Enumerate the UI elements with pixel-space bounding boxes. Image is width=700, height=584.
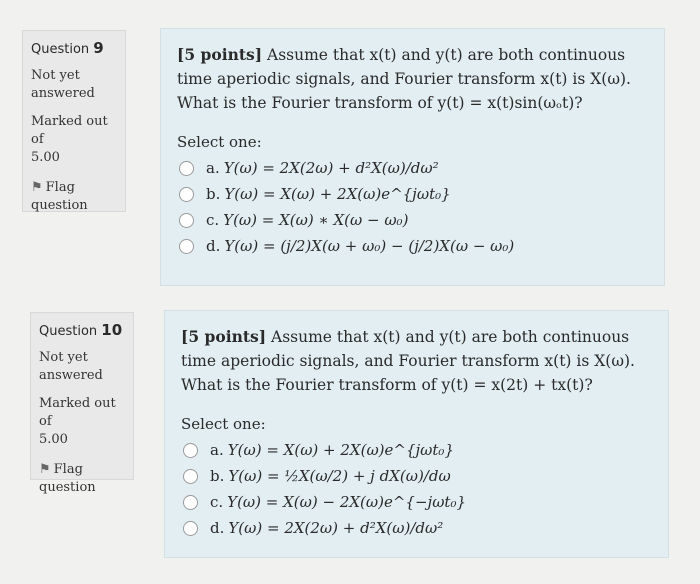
- question-text: [5 points] Assume that x(t) and y(t) are both continuous time aperiodic signals, and Fourier transform x(t) is X(ω). What is the Fourier transform of y(t) = x(t)sin(ωₒt)?: [177, 45, 631, 112]
- flag-question-button[interactable]: ⚑ Flag question: [39, 462, 96, 495]
- question-state: Not yet answered: [39, 350, 103, 383]
- radio-button[interactable]: [179, 161, 194, 176]
- answer-option-a[interactable]: a. Y(ω) = 2X(2ω) + d²X(ω)/dω²: [177, 155, 652, 181]
- question-info: [30, 312, 134, 495]
- flag-icon: ⚑: [39, 462, 51, 477]
- answer-option-c[interactable]: c. Y(ω) = X(ω) − 2X(ω)e^{−jωt₀}: [181, 489, 656, 515]
- question-formulation: [160, 28, 665, 286]
- question-state: Not yet answered: [31, 68, 95, 101]
- radio-button[interactable]: [179, 187, 194, 202]
- answer-option-a[interactable]: a. Y(ω) = X(ω) + 2X(ω)e^{jωt₀}: [181, 437, 656, 463]
- question-9: [0, 18, 700, 290]
- answer-option-b[interactable]: b. Y(ω) = ½X(ω/2) + j dX(ω)/dω: [181, 463, 656, 489]
- question-10: [0, 300, 700, 560]
- radio-button[interactable]: [183, 521, 198, 536]
- radio-button[interactable]: [179, 239, 194, 254]
- radio-button[interactable]: [183, 469, 198, 484]
- answer-option-d[interactable]: d. Y(ω) = 2X(2ω) + d²X(ω)/dω²: [181, 515, 656, 541]
- question-formulation: [164, 310, 669, 558]
- radio-button[interactable]: [183, 495, 198, 510]
- question-number: Question 9: [31, 39, 104, 57]
- question-text: [5 points] Assume that x(t) and y(t) are both continuous time aperiodic signals, and Fourier transform x(t) is X(ω). What is the Fourier transform of y(t) = x(2t) + tx(t)?: [181, 327, 635, 394]
- answer-option-b[interactable]: b. Y(ω) = X(ω) + 2X(ω)e^{jωt₀}: [177, 181, 652, 207]
- flag-question-button[interactable]: ⚑ Flag question: [31, 180, 88, 213]
- radio-button[interactable]: [183, 443, 198, 458]
- question-number: Question 10: [39, 321, 123, 339]
- select-one-prompt: Select one:: [181, 415, 266, 433]
- select-one-prompt: Select one:: [177, 133, 262, 151]
- question-mark: Marked out of 5.00: [31, 114, 108, 165]
- flag-icon: ⚑: [31, 180, 43, 195]
- answer-option-d[interactable]: d. Y(ω) = (j/2)X(ω + ω₀) − (j/2)X(ω − ω₀): [177, 233, 652, 259]
- question-mark: Marked out of 5.00: [39, 396, 116, 447]
- answer-option-c[interactable]: c. Y(ω) = X(ω) ∗ X(ω − ω₀): [177, 207, 652, 233]
- question-info: [22, 30, 126, 212]
- radio-button[interactable]: [179, 213, 194, 228]
